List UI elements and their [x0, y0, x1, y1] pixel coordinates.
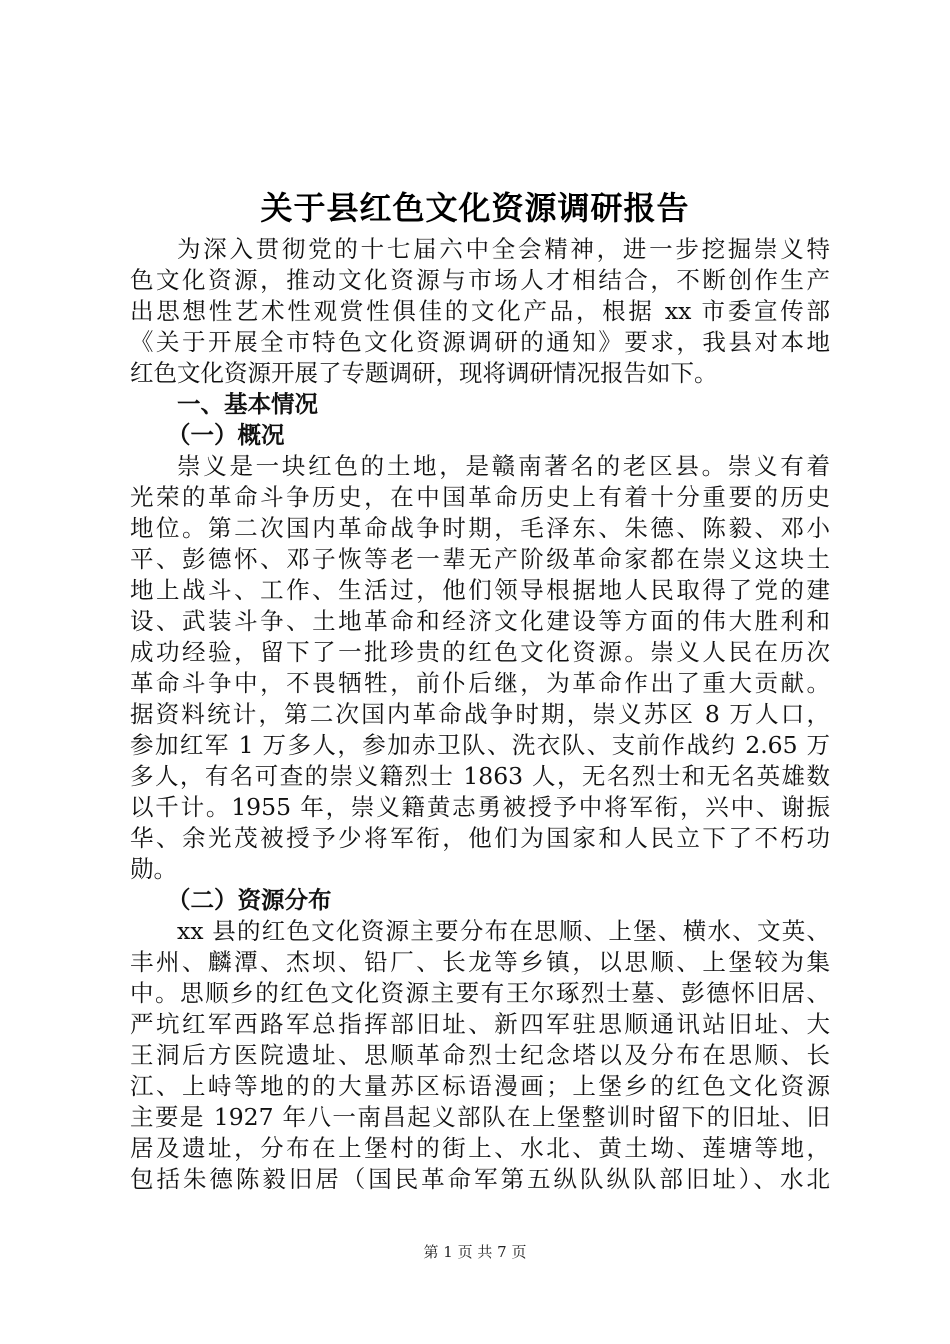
- paragraph-line: 崇义是一块红色的土地，是赣南著名的老区县。崇义有着: [177, 452, 830, 480]
- paragraph-line: 设、武装斗争、土地革命和经济文化建设等方面的伟大胜利和: [130, 607, 830, 635]
- paragraph-line: 勋。: [130, 855, 177, 883]
- paragraph-line: 据资料统计，第二次国内革命战争时期，崇义苏区 8 万人口，: [130, 700, 830, 728]
- paragraph-line: 地上战斗、工作、生活过，他们领导根据地人民取得了党的建: [130, 576, 830, 604]
- subsection-heading: （二）资源分布: [167, 886, 332, 914]
- subsection-heading: （一）概况: [167, 421, 285, 449]
- paragraph-line: 以千计。1955 年，崇义籍黄志勇被授予中将军衔，兴中、谢振: [130, 793, 830, 821]
- paragraph-line: 严坑红军西路军总指挥部旧址、新四军驻思顺通讯站旧址、大: [130, 1010, 830, 1038]
- paragraph-line: 成功经验，留下了一批珍贵的红色文化资源。崇义人民在历次: [130, 638, 830, 666]
- document-title: 关于县红色文化资源调研报告: [260, 189, 690, 227]
- paragraph-line: 地位。第二次国内革命战争时期，毛泽东、朱德、陈毅、邓小: [130, 514, 830, 542]
- paragraph-line: 王洞后方医院遗址、思顺革命烈士纪念塔以及分布在思顺、长: [130, 1041, 830, 1069]
- paragraph-line: 参加红军 1 万多人，参加赤卫队、洗衣队、支前作战约 2.65 万: [130, 731, 830, 759]
- paragraph-line: 包括朱德陈毅旧居（国民革命军第五纵队纵队部旧址）、水北: [130, 1165, 830, 1193]
- paragraph-line: 多人，有名可查的崇义籍烈士 1863 人，无名烈士和无名英雄数: [130, 762, 830, 790]
- paragraph-line: 色文化资源，推动文化资源与市场人才相结合，不断创作生产: [130, 266, 830, 294]
- paragraph-line: 为深入贯彻党的十七届六中全会精神，进一步挖掘崇义特: [177, 235, 830, 263]
- paragraph-line: 平、彭德怀、邓子恢等老一辈无产阶级革命家都在崇义这块土: [130, 545, 830, 573]
- paragraph-line: 《关于开展全市特色文化资源调研的通知》要求，我县对本地: [130, 328, 830, 356]
- document-body: [130, 234, 830, 1195]
- paragraph-line: 丰州、麟潭、杰坝、铅厂、长龙等乡镇，以思顺、上堡较为集: [130, 948, 830, 976]
- paragraph-line: 华、余光茂被授予少将军衔，他们为国家和人民立下了不朽功: [130, 824, 830, 852]
- paragraph-line: 居及遗址，分布在上堡村的街上、水北、黄土坳、莲塘等地，: [130, 1134, 830, 1162]
- paragraph-line: xx 县的红色文化资源主要分布在思顺、上堡、横水、文英、: [177, 917, 830, 945]
- paragraph-line: 出思想性艺术性观赏性俱佳的文化产品，根据 xx 市委宣传部: [130, 297, 830, 325]
- section-heading: 一、基本情况: [177, 390, 318, 418]
- paragraph-line: 红色文化资源开展了专题调研，现将调研情况报告如下。: [130, 359, 718, 387]
- page-footer: 第 1 页 共 7 页: [423, 1243, 527, 1261]
- paragraph-line: 江、上峙等地的的大量苏区标语漫画；上堡乡的红色文化资源: [130, 1072, 830, 1100]
- paragraph-line: 中。思顺乡的红色文化资源主要有王尔琢烈士墓、彭德怀旧居、: [130, 979, 830, 1007]
- paragraph-line: 光荣的革命斗争历史，在中国革命历史上有着十分重要的历史: [130, 483, 830, 511]
- paragraph-line: 革命斗争中，不畏牺牲，前仆后继，为革命作出了重大贡献。: [130, 669, 830, 697]
- paragraph-line: 主要是 1927 年八一南昌起义部队在上堡整训时留下的旧址、旧: [130, 1103, 830, 1131]
